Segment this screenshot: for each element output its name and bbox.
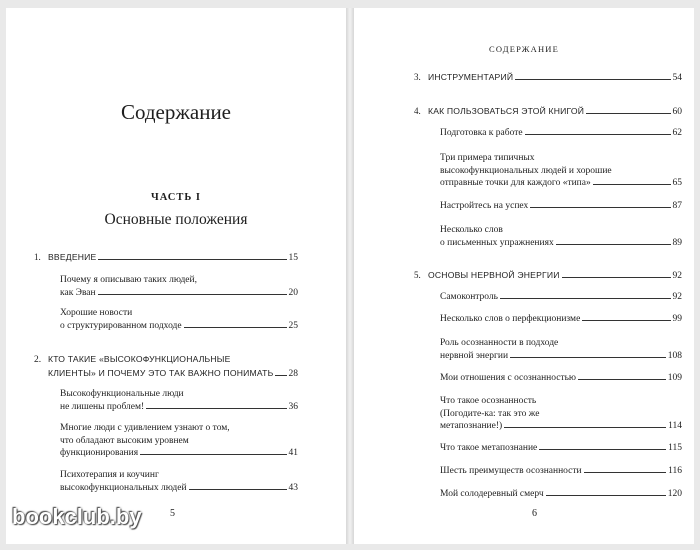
- page-number: 120: [667, 489, 682, 499]
- chapter-title: ВВЕДЕНИЕ: [48, 252, 97, 262]
- toc-section: [440, 442, 682, 455]
- page-number: 114: [668, 421, 682, 431]
- leader-line: [504, 427, 666, 428]
- section-title-line: о письменных упражнениях: [440, 237, 554, 248]
- chapter-title: ОСНОВЫ НЕРВНОЙ ЭНЕРГИИ: [428, 270, 560, 280]
- section-title-line: (Погодите-ка: так это же: [440, 408, 540, 419]
- leader-line: [184, 327, 287, 328]
- chapter-number: 2.: [34, 355, 42, 365]
- page-number: 43: [288, 482, 298, 493]
- chapter-number: 1.: [34, 252, 41, 262]
- section-title-line: о структурированном подходе: [60, 320, 182, 331]
- page-number: 87: [672, 201, 682, 211]
- toc-section: [60, 422, 298, 460]
- section-title-line: нервной энергии: [440, 350, 509, 361]
- chapter-title-line: КТО ТАКИЕ «ВЫСОКОФУНКЦИОНАЛЬНЫЕ: [48, 354, 231, 364]
- section-title-line: метапознание!): [440, 421, 503, 431]
- section-title-line: Мой солодеревный смерч: [440, 489, 544, 499]
- book-spine: [346, 8, 354, 544]
- chapter-number: 4.: [414, 106, 421, 116]
- section-title-line: что обладают высоким уровнем: [60, 435, 189, 446]
- leader-line: [539, 449, 666, 450]
- toc-chapter-4: [414, 106, 682, 117]
- page-title: Содержание: [120, 100, 232, 124]
- toc-section: [440, 395, 682, 433]
- page-number: 115: [668, 443, 682, 453]
- page-folio: 5: [170, 508, 175, 519]
- section-title-line: высокофункциональных людей и хорошие: [440, 165, 612, 176]
- page-number: 36: [288, 401, 298, 412]
- leader-line: [556, 244, 671, 245]
- toc-section: [60, 274, 298, 299]
- toc-section: [440, 313, 682, 326]
- leader-line: [515, 79, 670, 80]
- leader-line: [98, 259, 286, 260]
- section-title-line: Несколько слов: [440, 225, 503, 235]
- leader-line: [578, 379, 666, 380]
- part-title: Основные положения: [104, 211, 248, 228]
- page-number: 99: [672, 314, 682, 324]
- section-title-line: Почему я описываю таких людей,: [60, 275, 197, 285]
- page-number: 54: [672, 73, 682, 83]
- toc-chapter-1: [34, 252, 298, 263]
- toc-section: [440, 152, 682, 190]
- leader-line: [584, 472, 666, 473]
- section-title-line: Что такое метапознание: [440, 443, 538, 453]
- leader-line: [140, 454, 286, 455]
- toc-section: [440, 224, 682, 249]
- page-number: 20: [288, 287, 298, 298]
- section-title-line: отправные точки для каждого «типа»: [440, 178, 591, 188]
- leader-line: [98, 294, 287, 295]
- section-title-line: не лишены проблем!: [60, 401, 145, 412]
- chapter-title: КАК ПОЛЬЗОВАТЬСЯ ЭТОЙ КНИГОЙ: [428, 106, 585, 116]
- chapter-number: 3.: [414, 72, 421, 82]
- toc-section: [440, 291, 682, 304]
- toc-chapter-3: [414, 72, 682, 83]
- toc-section: [60, 307, 298, 332]
- toc-section: [440, 200, 682, 213]
- page-number: 116: [668, 466, 682, 476]
- section-title-line: Высокофункциональные люди: [60, 389, 184, 399]
- page-number: 108: [667, 350, 682, 361]
- toc-section: [440, 488, 682, 501]
- section-title-line: Психотерапия и коучинг: [60, 470, 159, 480]
- page-number: 28: [288, 368, 298, 379]
- toc-chapter-5: [414, 270, 682, 281]
- section-title-line: Настройтесь на успех: [440, 201, 529, 211]
- leader-line: [530, 207, 670, 208]
- section-title-line: Шесть преимуществ осознанности: [440, 466, 582, 476]
- watermark: bookclub.by: [12, 504, 142, 529]
- leader-line: [146, 408, 286, 409]
- page-number: 62: [672, 128, 682, 138]
- leader-line: [546, 495, 666, 496]
- section-title-line: высокофункциональных людей: [60, 482, 187, 493]
- leader-line: [275, 375, 286, 376]
- page-number: 89: [672, 237, 682, 248]
- page-folio: 6: [532, 508, 537, 519]
- leader-line: [586, 113, 670, 114]
- leader-line: [562, 277, 671, 278]
- section-title-line: функционирования: [60, 448, 139, 458]
- running-head: СОДЕРЖАНИЕ: [488, 44, 560, 54]
- page-number: 60: [672, 107, 682, 117]
- section-title-line: Роль осознанности в подходе: [440, 338, 559, 348]
- leader-line: [189, 489, 287, 490]
- section-title-line: Мои отношения с осознанностью: [440, 373, 577, 383]
- toc-section: [60, 469, 298, 494]
- page-number: 41: [288, 448, 298, 458]
- chapter-title: ИНСТРУМЕНТАРИЙ: [428, 72, 514, 82]
- toc-section: [440, 465, 682, 478]
- chapter-title-line: КЛИЕНТЫ» И ПОЧЕМУ ЭТО ТАК ВАЖНО ПОНИМАТЬ: [48, 367, 274, 378]
- page-number: 15: [288, 253, 298, 263]
- section-title-line: Хорошие новости: [60, 308, 133, 318]
- leader-line: [582, 320, 670, 321]
- leader-line: [525, 134, 671, 135]
- section-title-line: Несколько слов о перфекционизме: [440, 314, 581, 324]
- page-number: 92: [672, 292, 682, 302]
- toc-section: [440, 372, 682, 385]
- toc-chapter-2: [34, 353, 298, 380]
- section-title-line: Три примера типичных: [440, 153, 535, 163]
- section-title-line: Самоконтроль: [440, 292, 498, 302]
- right-page: [354, 8, 694, 544]
- leader-line: [500, 298, 671, 299]
- leader-line: [510, 357, 666, 358]
- toc-section: [440, 127, 682, 140]
- section-title-line: Что такое осознанность: [440, 396, 537, 406]
- section-title-line: Многие люди с удивлением узнают о том,: [60, 423, 230, 433]
- section-title-line: Подготовка к работе: [440, 128, 523, 138]
- left-page: [6, 8, 346, 544]
- page-number: 92: [672, 271, 682, 281]
- page-number: 109: [667, 373, 682, 383]
- part-label: ЧАСТЬ I: [150, 192, 201, 203]
- page-number: 65: [672, 178, 682, 188]
- toc-section: [60, 388, 298, 413]
- section-title-line: как Эван: [60, 287, 96, 298]
- chapter-number: 5.: [414, 270, 421, 280]
- toc-section: [440, 337, 682, 362]
- page-number: 25: [288, 320, 298, 331]
- leader-line: [593, 184, 671, 185]
